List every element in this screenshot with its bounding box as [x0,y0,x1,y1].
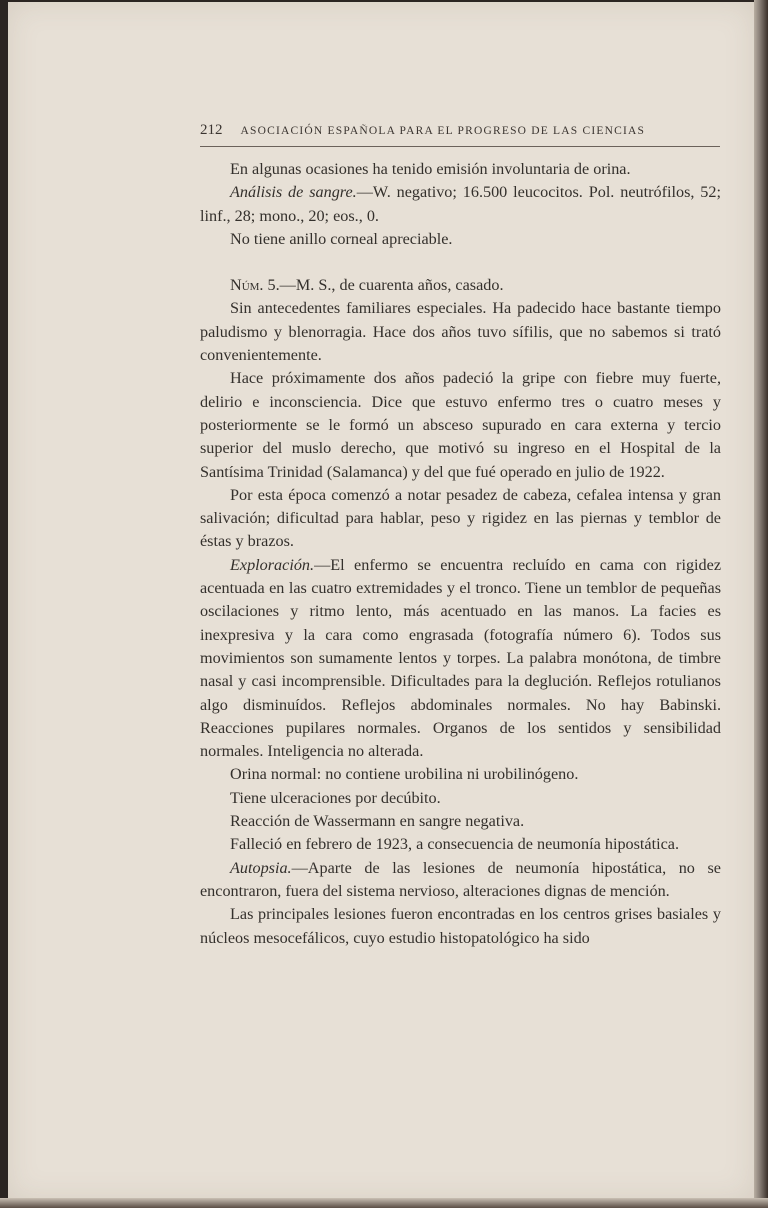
paragraph: Análisis de sangre.—W. negativo; 16.500 leucocitos. Pol. neutrófilos, 52; linf., 28; mono., 20; eos., 0. [200,183,721,225]
bottom-edge [0,1198,768,1208]
paragraph: Falleció en febrero de 1923, a consecuencia de neumonía hipostática. [230,835,680,854]
paragraph: Por esta época comenzó a notar pesadez de cabeza, cefalea intensa y gran salivación; dificultad para hablar, peso y rigidez en las piernas y temblor de éstas y brazos. [200,485,721,551]
paragraph: Reacción de Wassermann en sangre negativa. [230,812,525,831]
page-edge [754,0,768,1208]
section-lead: Exploración. [230,555,315,574]
paragraph: Sin antecedentes familiares especiales. Ha padecido hace bastante tiempo paludismo y blenorragia. Hace dos años tuvo sífilis, que no sabemos si trató convenientemente. [200,299,721,365]
header-rule [200,146,720,147]
paragraph: No tiene anillo corneal apreciable. [230,229,453,248]
paragraph: Hace próximamente dos años padeció la gripe con fiebre muy fuerte, delirio e inconsciencia. Dice que estuvo enfermo tres o cuatro meses y posteriormente se le formó un absceso supurado en cara externa y tercio superior del muslo derecho, que motivó su ingreso en el Hospital de la Santísima Trinidad (Salamanca) y del que fué operado en julio de 1922. [200,369,721,481]
paragraph: Autopsia.—Aparte de las lesiones de neumonía hipostática, no se encontraron, fuera del sistema nervioso, alteraciones dignas de mención. [200,858,721,900]
paragraph: Las principales lesiones fueron encontradas en los centros grises basiales y núcleos mesocefálicos, cuyo estudio histopatológico ha sido [200,905,721,947]
paragraph: Tiene ulceraciones por decúbito. [230,788,441,807]
case-number-label: Núm. [230,276,264,295]
paragraph: Exploración.—El enfermo se encuentra recluído en cama con rigidez acentuada en las cuatro extremidades y el tronco. Tiene un temblor de pequeñas oscilaciones y ritmo lento, más acentuado en las manos. La facies es inexpresiva y la cara como engrasada (fotografía número 6). Todos sus movimientos son sumamente lentos y torpes. La palabra monótona, de timbre nasal y casi incomprensible. Dificultades para la deglución. Reflejos rotulianos algo disminuídos. Reflejos abdominales normales. No hay Babinski. Reacciones pupilares normales. Organos de los sentidos y sensibilidad normales. Inteligencia no alterada. [200,555,721,761]
page-number: 212 [200,122,223,138]
section-lead: Autopsia. [230,858,292,877]
body-text [200,158,721,950]
paragraph: Orina normal: no contiene urobilina ni urobilinógeno. [230,765,579,784]
page-header [200,122,720,139]
running-head: ASOCIACIÓN ESPAÑOLA PARA EL PROGRESO DE LAS CIENCIAS [240,125,646,137]
case-heading: Núm. 5.—M. S., de cuarenta años, casado. [230,276,504,295]
section-lead: Análisis de sangre. [230,183,357,202]
paragraph: En algunas ocasiones ha tenido emisión involuntaria de orina. [230,160,631,178]
